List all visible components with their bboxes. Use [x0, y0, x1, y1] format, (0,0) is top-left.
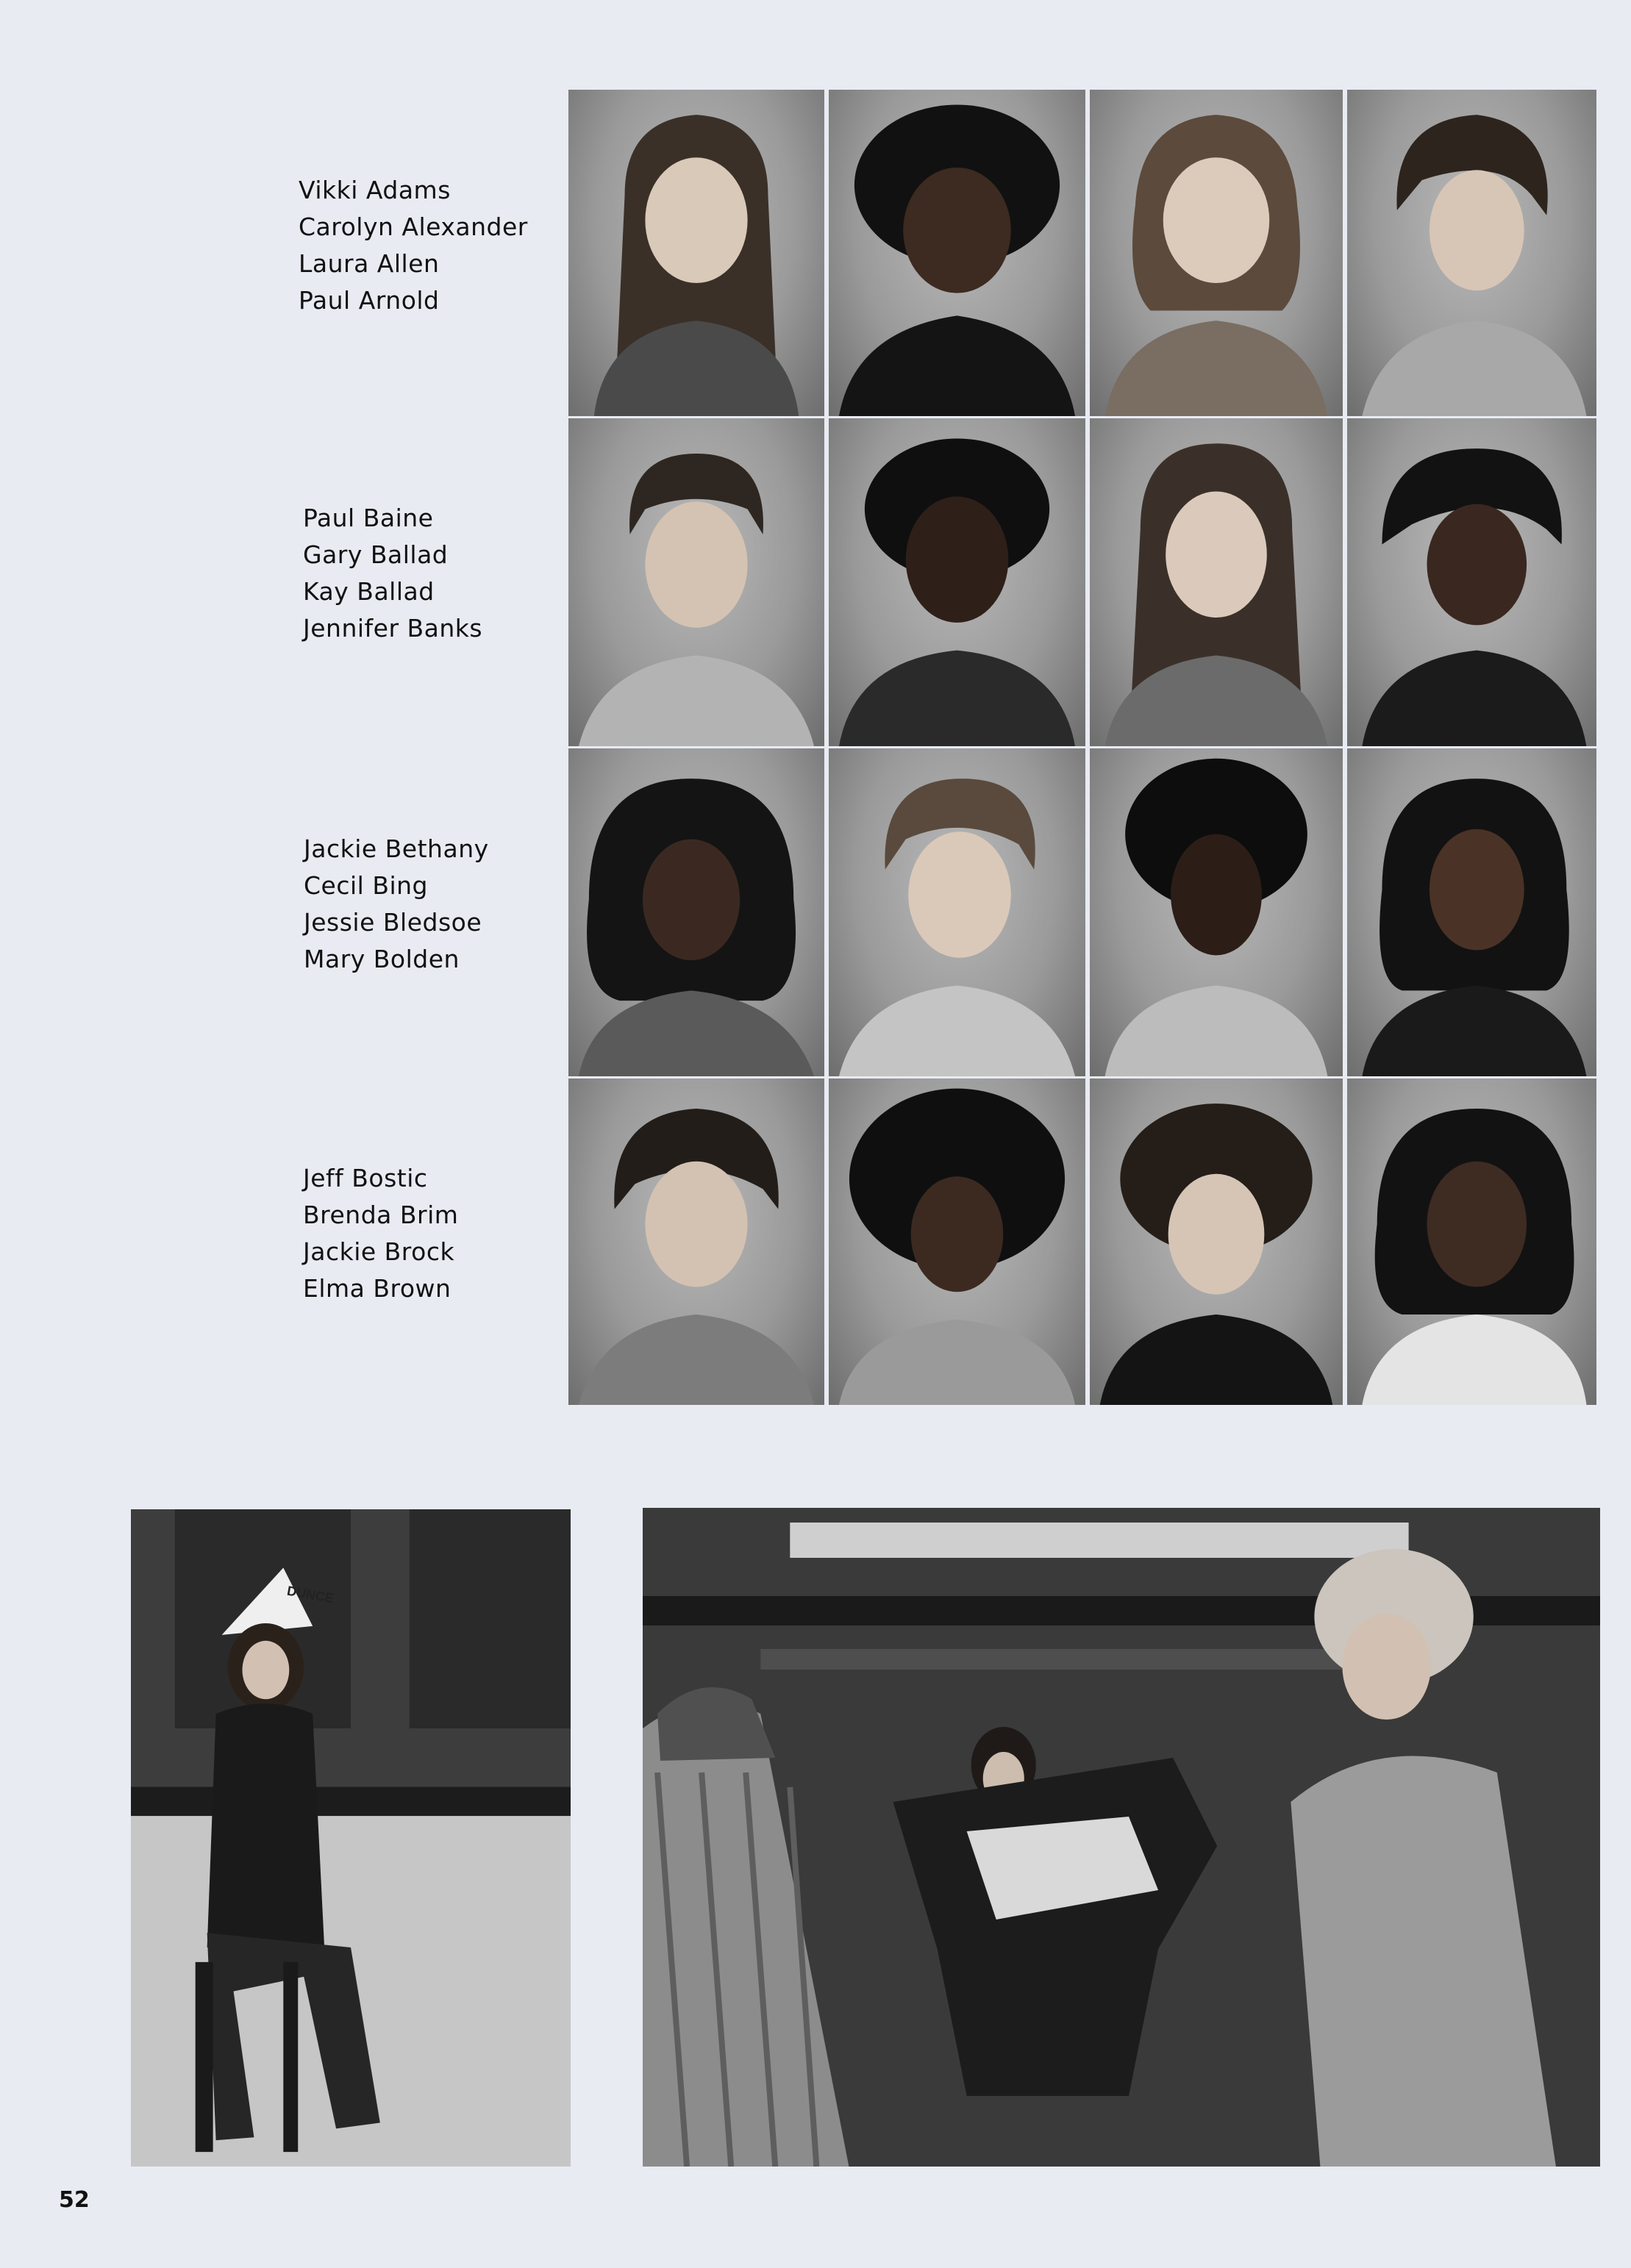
portrait-photo	[1347, 418, 1596, 746]
portrait-photo	[568, 1078, 824, 1405]
student-name: Laura Allen	[299, 249, 440, 278]
name-list-row-4	[303, 1160, 568, 1307]
student-name: Vikki Adams	[299, 176, 451, 204]
student-name: Jeff Bostic	[303, 1164, 428, 1192]
page-number: 52	[59, 2187, 90, 2213]
student-name: Kay Ballad	[303, 577, 435, 606]
portrait-photo	[829, 90, 1085, 416]
portrait-photo	[1347, 748, 1596, 1076]
student-name: Cecil Bing	[304, 871, 428, 900]
portrait-photo	[1090, 1078, 1343, 1405]
portrait-photo	[568, 748, 824, 1076]
student-name: Gary Ballad	[303, 540, 449, 569]
name-list-row-3	[304, 831, 568, 978]
portrait-photo	[1090, 748, 1343, 1076]
student-name: Carolyn Alexander	[299, 212, 528, 241]
name-list-row-1	[299, 172, 563, 319]
portrait-photo	[829, 1078, 1085, 1405]
student-name: Jackie Brock	[303, 1237, 455, 1266]
student-name: Paul Baine	[303, 504, 434, 532]
student-name: Elma Brown	[303, 1274, 452, 1303]
student-name: Brenda Brim	[303, 1201, 459, 1229]
candid-photo-print-shop	[643, 1508, 1600, 2167]
name-list-row-2	[303, 500, 568, 647]
candid-photo-dunce-cap	[131, 1509, 571, 2167]
student-name: Jessie Bledsoe	[304, 908, 482, 937]
portrait-photo	[829, 418, 1085, 746]
portrait-photo	[568, 90, 824, 416]
portrait-grid	[568, 90, 1596, 1405]
student-name: Mary Bolden	[304, 945, 460, 973]
portrait-photo	[829, 748, 1085, 1076]
student-name: Jennifer Banks	[303, 614, 483, 643]
portrait-photo	[1090, 418, 1343, 746]
portrait-photo	[568, 418, 824, 746]
portrait-photo	[1090, 90, 1343, 416]
portrait-photo	[1347, 90, 1596, 416]
portrait-photo	[1347, 1078, 1596, 1405]
student-name: Paul Arnold	[299, 286, 440, 315]
student-name: Jackie Bethany	[304, 834, 489, 863]
dunce-cap-label: DUNCE	[285, 1583, 335, 1606]
